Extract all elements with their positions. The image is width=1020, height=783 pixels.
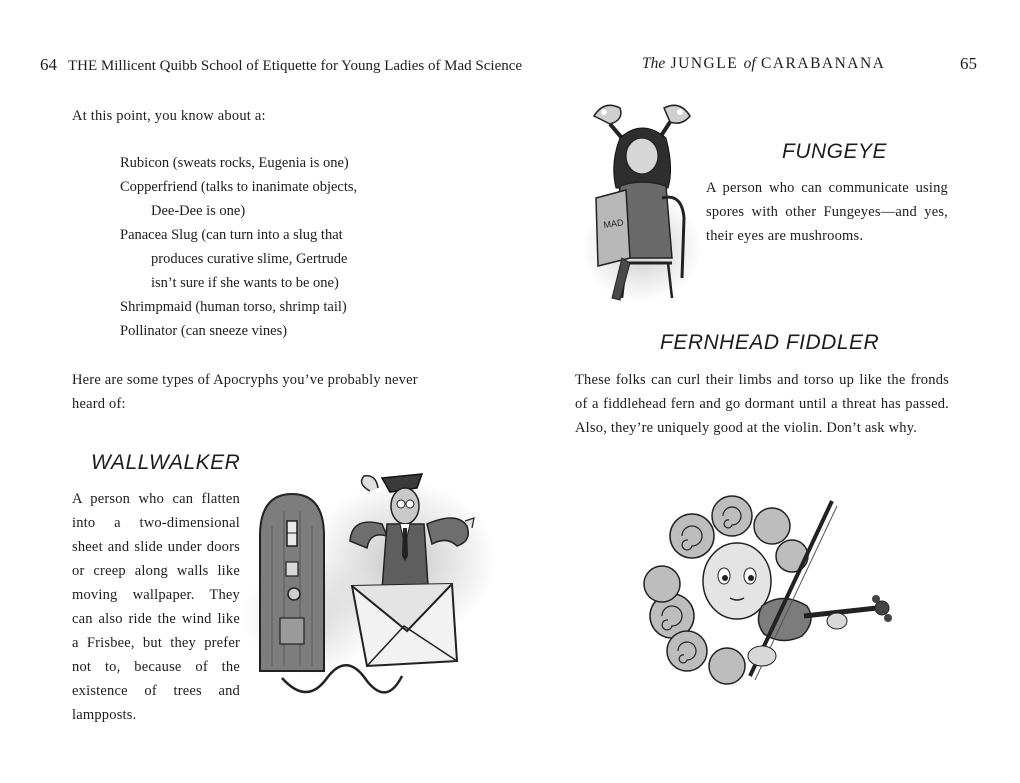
running-head-of: of: [743, 55, 756, 72]
left-running-head: [40, 55, 522, 75]
fernhead-fiddler-heading: FERNHEAD FIDDLER: [660, 331, 880, 354]
list-item: Panacea Slug (can turn into a slug that: [120, 227, 343, 243]
running-head-the: The: [642, 55, 666, 72]
fungeye-heading: FUNGEYE: [782, 140, 888, 163]
list-item: isn’t sure if she wants to be one): [151, 275, 339, 291]
fiddler-illustration: [632, 496, 902, 700]
right-running-head: [642, 55, 885, 73]
fungeye-illustration: [582, 98, 702, 308]
intro-text: At this point, you know about a:: [72, 108, 266, 124]
running-head-place: CARABANANA: [761, 55, 886, 72]
list-item: Dee-Dee is one): [151, 203, 246, 219]
right-page-number: 65: [960, 54, 977, 73]
running-head-jungle: JUNGLE: [670, 55, 739, 72]
right-page: [510, 0, 1020, 783]
list-item: Pollinator (can sneeze vines): [120, 323, 288, 339]
wallwalker-heading: WALLWALKER: [91, 451, 241, 474]
left-running-title: THE Millicent Quibb School of Etiquette for Young Ladies of Mad Science: [67, 58, 523, 74]
fungeye-body: A person who can communicate using spores with other Fungeyes—and yes, their eyes are mushrooms.: [706, 180, 948, 244]
left-page-number: 64: [40, 55, 57, 74]
wallwalker-body: A person who can flatten into a two-dimensional sheet and slide under doors or creep along walls like moving wallpaper. They can also ride the wind like a Frisbee, but they prefer not to, because of the existence of trees and lampposts.: [72, 491, 240, 723]
list-item: Copperfriend (talks to inanimate objects,: [120, 179, 358, 195]
list-item: Rubicon (sweats rocks, Eugenia is one): [120, 155, 349, 171]
wallwalker-illustration: [252, 466, 490, 704]
envelope-illustration: [352, 584, 457, 666]
list-item: Shrimpmaid (human torso, shrimp tail): [120, 299, 347, 315]
transition-text: Here are some types of Apocryphs you’ve probably never heard of:: [72, 372, 418, 412]
fernhead-fiddler-body: These folks can curl their limbs and torso up like the fronds of a fiddlehead fern and go dormant until a threat has passed. Also, they’re uniquely good at the violin. Don’t ask why.: [575, 372, 949, 436]
book-cover-text: MAD: [602, 217, 625, 230]
list-item: produces curative slime, Gertrude: [151, 251, 348, 267]
door-illustration: [260, 494, 324, 671]
